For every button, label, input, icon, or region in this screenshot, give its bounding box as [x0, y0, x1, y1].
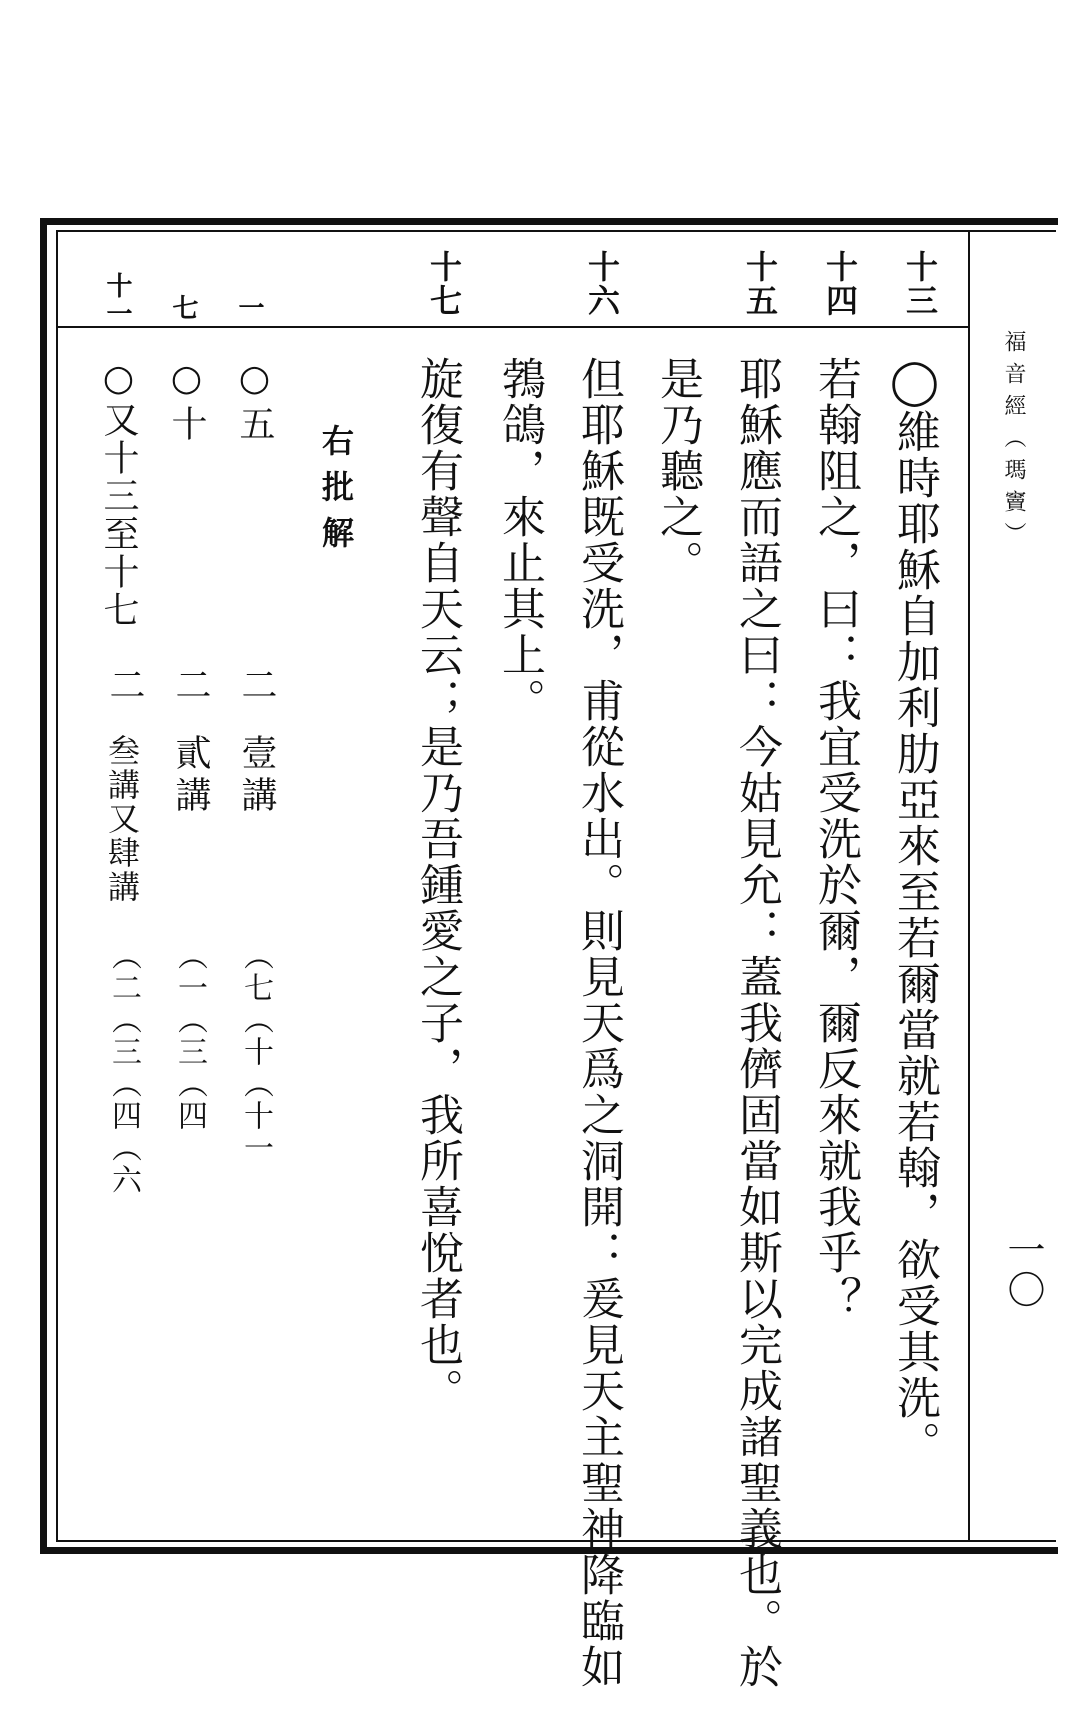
commentary-row-3-text: ○又十三至十七 — [98, 358, 139, 629]
margin-rule — [968, 230, 970, 1542]
header-rule — [58, 326, 968, 328]
commentary-row-3-lecture: 叁講又肆講 — [103, 734, 141, 904]
verse-number-13: 十三 — [901, 250, 939, 318]
verse-15: 耶穌應而語之曰：今姑見允：蓋我儕固當如斯以完成諸聖義也。於 — [731, 356, 782, 1690]
commentary-row-2-text: ○十 — [166, 358, 207, 447]
commentary-row-2-count: 二 — [170, 666, 211, 708]
verse-16: 但耶穌既受洗，甫從水出。則見天爲之洞開：爰見天主聖神降臨如 — [573, 356, 624, 1690]
commentary-row-1-refs: （七（十（十一 — [238, 940, 273, 1164]
commentary-row-1-text: ○五 — [234, 358, 275, 447]
commentary-row-2-lecture: 貳講 — [170, 734, 211, 818]
verse-15-continued: 是乃聽之。 — [652, 356, 703, 586]
verse-13: ◯維時耶穌自加利肋亞來至若爾當就若翰，欲受其洗。 — [889, 356, 940, 1467]
verse-16-continued: 鵓鴿，來止其上。 — [494, 356, 545, 724]
verse-number-17: 十七 — [425, 250, 463, 318]
commentary-heading: 右批解 — [317, 424, 355, 562]
verse-number-16: 十六 — [583, 250, 621, 318]
page-number: 一〇 — [1001, 1230, 1045, 1310]
commentary-row-1-lecture: 壹講 — [236, 734, 277, 818]
commentary-row-3-refs: （二（三（四（六 — [106, 940, 141, 1196]
commentary-ref-11: 十一 — [102, 272, 132, 328]
verse-number-14: 十四 — [821, 250, 859, 318]
commentary-row-3-count: 二 — [104, 666, 145, 708]
commentary-row-1-count: 二 — [236, 666, 277, 708]
commentary-row-2-refs: （一（三（四 — [172, 940, 207, 1132]
verse-17: 旋復有聲自天云；是乃吾鍾愛之子，我所喜悅者也。 — [412, 356, 463, 1414]
verse-14: 若翰阻之，曰：我宜受洗於爾，爾反來就我乎？ — [810, 356, 861, 1322]
commentary-ref-7: 七 — [168, 294, 198, 322]
commentary-ref-1: 一 — [234, 294, 264, 322]
book-title: 福音經（瑪竇） — [1001, 330, 1026, 554]
verse-number-15: 十五 — [741, 250, 779, 318]
